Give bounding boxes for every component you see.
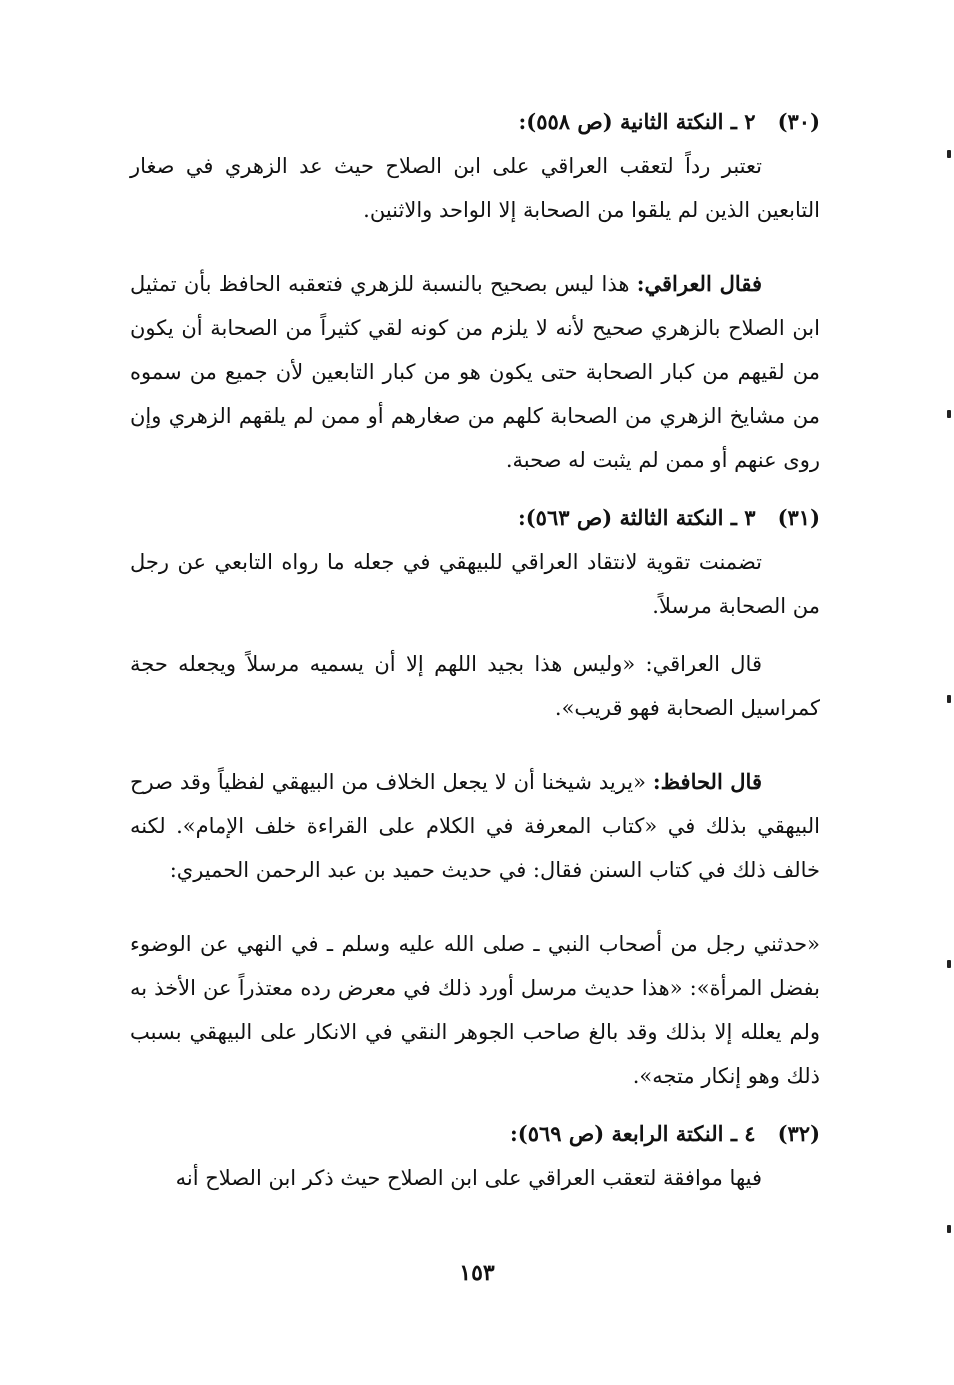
section-heading-30 [130,100,820,144]
paragraph-text: «يريد شيخنا أن لا يجعل الخلاف من البيهقي لفظياً وقد صرح البيهقي بذلك في «كتاب المعرفة في الكلام على القراءة خلف الإمام». لكنه خالف ذلك في كتاب السنن فقال: في حديث حميد بن عبد الرحمن الحميري: [130,770,820,882]
section-title: ٤ ـ النكتة الرابعة (ص ٥٦٩): [510,1121,756,1146]
section-number: (٣٠) [777,109,820,134]
paragraph [130,760,820,892]
section-number: (٣١) [777,505,820,530]
section-number: (٣٢) [777,1121,820,1146]
section-heading-32 [130,1112,820,1156]
paragraph: تضمنت تقوية لانتقاد العراقي للبيهقي في جعله ما رواه التابعي عن رجل من الصحابة مرسلاً. [130,550,820,618]
margin-mark [947,150,951,158]
paragraph: «حدثني رجل من أصحاب النبي ـ صلى الله عليه وسلم ـ في النهي عن الوضوء بفضل المرأة»: «هذا حديث مرسل أورد ذلك في معرض رده معتذراً عن الأخذ به ولم يعلله إلا بذلك وقد بالغ صاحب الجوهر النقي في الانكار على البيهقي بسبب ذلك وهو إنكار متجه». [130,932,820,1088]
margin-mark [947,695,951,703]
section-heading-31 [130,496,820,540]
margin-mark [947,1225,951,1233]
paragraph [130,262,820,482]
paragraph: فيها موافقة لتعقب العراقي على ابن الصلاح حيث ذكر ابن الصلاح أنه [175,1166,762,1190]
section-title: ٢ ـ النكتة الثانية (ص ٥٥٨): [518,109,756,134]
paragraph: قال العراقي: «وليس هذا بجيد اللهم إلا أن يسميه مرسلاً ويجعله حجة كمراسيل الصحابة فهو قريب». [130,652,820,720]
page-body [130,100,820,1200]
paragraph-text: هذا ليس بصحيح بالنسبة للزهري فتعقبه الحافظ بأن تمثيل ابن الصلاح بالزهري صحيح لأنه لا يلزم من كونه لقي كثيراً من الصحابة أن يكون من لقيهم من كبار الصحابة حتى يكون هو من كبار التابعين لأن جميع من سموه من مشايخ الزهري من الصحابة كلهم من صغارهم أو ممن لم يلقهم الزهري وإن روى عنهم أو ممن لم يثبت له صحبة. [130,272,820,472]
section-title: ٣ ـ النكتة الثالثة (ص ٥٦٣): [517,505,756,530]
page-number: ١٥٣ [459,1260,495,1286]
margin-mark [947,410,951,418]
margin-mark [947,960,951,968]
speaker-label: قال الحافظ: [652,769,762,794]
speaker-label: فقال العراقي: [636,271,762,296]
paragraph: تعتبر رداً لتعقب العراقي على ابن الصلاح حيث عد الزهري في صغار التابعين الذين لم يلقوا من الصحابة إلا الواحد والاثنين. [130,154,820,222]
